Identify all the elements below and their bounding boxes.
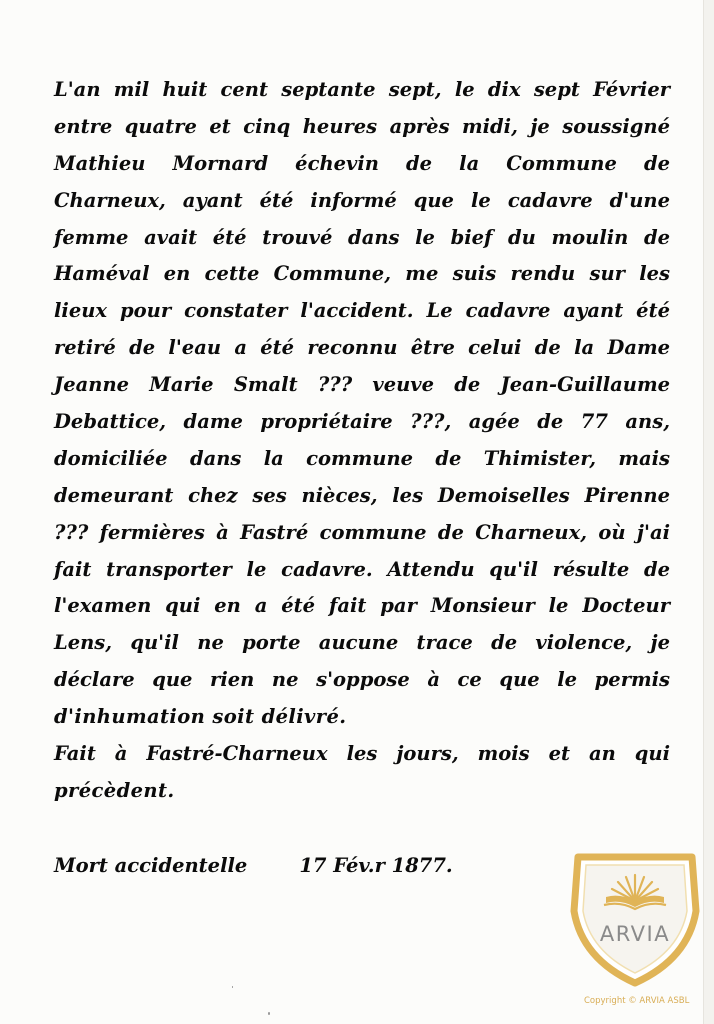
paper-speck — [268, 1012, 270, 1015]
text-line: retiré de l'eau a été reconnu être celui de la Dame — [54, 336, 670, 360]
text-line: demeurant chez ses nièces, les Demoiselles Pirenne — [54, 483, 670, 507]
text-line: domiciliée dans la commune de Thimister, mais — [54, 446, 670, 470]
text-line: entre quatre et cinq heures après midi, je soussigné — [54, 114, 670, 138]
text-line: précèdent. — [54, 778, 175, 802]
text-line: Haméval en cette Commune, me suis rendu sur les — [54, 262, 670, 286]
text-line: Lens, qu'il ne porte aucune trace de violence, je — [54, 631, 670, 655]
text-line: Jeanne Marie Smalt ??? veuve de Jean-Guillaume — [54, 373, 670, 397]
arvia-logo-text: ARVIA — [599, 922, 671, 946]
text-line: ??? fermières à Fastré commune de Charneux, où j'ai — [54, 520, 670, 544]
arvia-watermark-logo — [570, 849, 700, 989]
text-line: déclare que rien ne s'oppose à ce que le permis — [54, 668, 670, 692]
text-line: Charneux, ayant été informé que le cadavre d'une — [54, 188, 670, 212]
footer-note — [54, 848, 453, 884]
cause-of-death: Mort accidentelle — [54, 854, 248, 877]
text-line: Fait à Fastré-Charneux les jours, mois et an qui — [54, 742, 670, 766]
document-date: 17 Fév.r 1877. — [299, 854, 453, 877]
text-line: fait transporter le cadavre. Attendu qu'il résulte de — [54, 557, 670, 581]
text-line: femme avait été trouvé dans le bief du moulin de — [54, 225, 670, 249]
paper-speck — [232, 986, 233, 988]
text-line: Debattice, dame propriétaire ???, agée de 77 ans, — [54, 410, 670, 434]
arvia-shield-icon — [570, 849, 700, 989]
page-edge — [703, 0, 714, 1024]
text-line: l'examen qui en a été fait par Monsieur le Docteur — [54, 594, 670, 618]
text-line: lieux pour constater l'accident. Le cadavre ayant été — [54, 299, 670, 323]
copyright-notice: Copyright © ARVIA ASBL — [584, 996, 690, 1006]
transcription-text — [54, 72, 670, 810]
text-line: d'inhumation soit délivré. — [54, 705, 347, 729]
text-line: L'an mil huit cent septante sept, le dix sept Février — [54, 78, 670, 101]
text-line: Mathieu Mornard échevin de la Commune de — [54, 151, 670, 175]
